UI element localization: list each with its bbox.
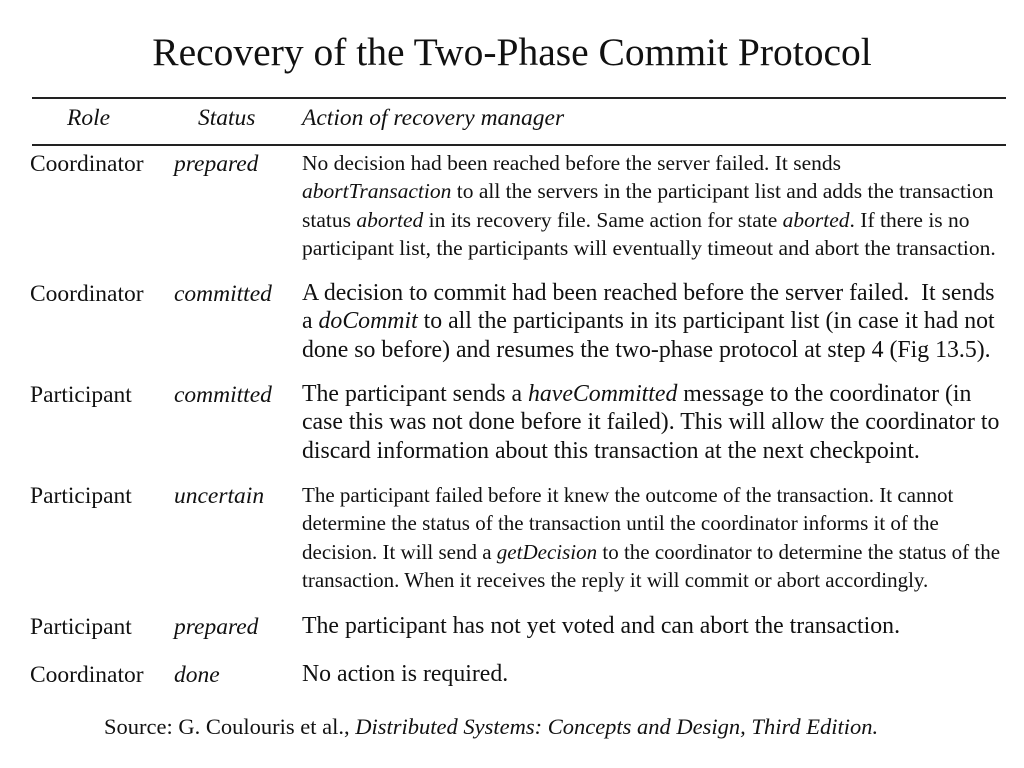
action-text: No decision had been reached before the server failed. It sends (302, 150, 842, 175)
action-line (302, 509, 1000, 538)
column-header-action: Action of recovery manager (302, 105, 565, 131)
action-line (302, 177, 996, 206)
role-cell: Coordinator (30, 150, 144, 177)
action-line (302, 660, 508, 689)
action-cell (302, 279, 995, 365)
action-text: transaction. When it receives the reply it will commit or abort accordingly. (302, 568, 929, 593)
action-line (302, 437, 999, 466)
action-line (302, 336, 995, 365)
table-header-rule (32, 144, 1006, 146)
role-cell: Coordinator (30, 280, 144, 307)
action-text: in its recovery file. Same action for state (423, 207, 783, 232)
action-term: aborted (356, 207, 424, 232)
action-line (302, 612, 900, 641)
status-cell: prepared (174, 150, 259, 177)
action-line (302, 566, 1000, 595)
action-text: The participant sends a (302, 380, 528, 407)
action-line (302, 538, 1000, 567)
status-cell: prepared (174, 613, 259, 640)
action-text: message to the coordinator (in (677, 380, 972, 407)
action-line (302, 234, 996, 263)
action-line (302, 206, 996, 235)
action-cell (302, 149, 996, 263)
action-cell (302, 380, 999, 466)
action-line (302, 149, 996, 178)
status-cell: committed (174, 280, 272, 307)
action-text: A decision to commit had been reached before the server failed. It sends (302, 279, 995, 306)
role-cell: Participant (30, 482, 132, 509)
action-text: participant list, the participants will eventually timeout and abort the transaction. (302, 236, 996, 260)
action-term: haveCommitted (528, 380, 678, 407)
action-line (302, 481, 1000, 510)
action-text: done so before) and resumes the two-phase protocol at step 4 (Fig 13.5). (302, 336, 991, 363)
slide-title: Recovery of the Two-Phase Commit Protocol (152, 30, 872, 74)
status-cell: done (174, 661, 220, 688)
action-text: case this was not done before it failed). This will allow the coordinator to (302, 409, 1000, 436)
action-text: No action is required. (302, 660, 509, 687)
action-line (302, 408, 999, 437)
action-text: discard information about this transaction at the next checkpoint. (302, 437, 920, 464)
action-cell (302, 481, 1000, 595)
action-line (302, 307, 995, 336)
action-line (302, 279, 995, 308)
action-term: aborted (782, 207, 850, 232)
action-cell (302, 660, 508, 689)
column-header-status: Status (198, 105, 256, 131)
status-cell: committed (174, 381, 272, 408)
role-cell: Coordinator (30, 661, 144, 688)
action-text: to all the servers in the participant list and adds the transaction (451, 179, 994, 203)
action-text: The participant has not yet voted and can abort the transaction. (302, 612, 901, 639)
source-book-title: Distributed Systems: Concepts and Design, Third Edition. (355, 714, 879, 739)
action-text: status (302, 207, 357, 232)
action-term: abortTransaction (302, 179, 452, 203)
action-cell (302, 612, 900, 641)
action-text: determine the status of the transaction until the coordinator informs it of the (302, 511, 939, 536)
action-text: The participant failed before it knew the outcome of the transaction. It cannot (302, 482, 954, 507)
action-text: a (302, 308, 319, 335)
action-text: to all the participants in its participant list (in case it had not (417, 308, 995, 335)
action-text: to the coordinator to determine the status of the (597, 539, 1001, 564)
status-cell: uncertain (174, 482, 265, 509)
action-text: decision. It will send a (302, 539, 497, 564)
role-cell: Participant (30, 613, 132, 640)
role-cell: Participant (30, 381, 132, 408)
action-term: doCommit (318, 308, 418, 335)
table-header-row (0, 104, 1024, 133)
action-term: getDecision (496, 539, 598, 564)
action-line (302, 380, 999, 409)
action-text: . If there is no (849, 207, 970, 232)
source-prefix: Source: G. Coulouris et al., (104, 714, 356, 739)
table-top-rule (32, 97, 1006, 99)
column-header-role: Role (67, 105, 111, 131)
source-citation (104, 716, 878, 739)
